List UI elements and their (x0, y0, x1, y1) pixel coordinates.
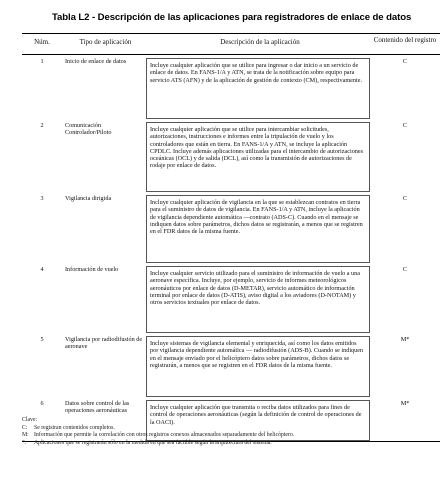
note-item (22, 440, 440, 448)
row-type: Datos sobre control de las operaciones aeronáuticas (65, 400, 130, 415)
row-num: 2 (40, 122, 44, 129)
row-content: C (402, 266, 408, 273)
table-row (22, 333, 440, 397)
row-content: C (402, 195, 408, 202)
row-num: 3 (40, 195, 44, 202)
table-title: Tabla L2 - Descripción de las aplicaciones para registradores de enlace de datos (52, 12, 412, 23)
row-type: Inicio de enlace de datos (65, 58, 127, 65)
row-content: C (402, 122, 408, 129)
note-item (22, 432, 440, 440)
row-description: Incluye sistemas de vigilancia elemental y enriquecida, así como los datos emitidos por vigilancia dependiente automática — radiodifusión (ADS-B). Cuando se indiquen en el mensaje enviado por el helicóptero datos sobre parámetros, dichos datos se registrarán, a menos que se registren en el FDR datos de la misma fuente. (146, 336, 370, 397)
note-key: *: (22, 439, 27, 446)
note-key: C: (22, 424, 28, 431)
header-description: Descripción de la aplicación (220, 38, 300, 46)
table-row (22, 192, 440, 263)
row-description: Incluye cualquier servicio utilizado para el suministro de información de vuelo a una aeronave específica. Incluye, por ejemplo, servicio de informes meteorológicos aeronáuticos por enlace de datos (D-METAR), servicio automático de información terminal por enlace de datos (D-ATIS), aviso digital a los aviadores (D-NOTAM) y otros servicios textuales por enlace de datos. (146, 266, 370, 333)
row-num: 1 (40, 58, 44, 65)
row-num: 6 (40, 400, 44, 407)
row-description: Incluye cualquier aplicación que transmita o reciba datos utilizados para fines de control de operaciones aeronáuticas (según la definición de control de operaciones de la OACI). (146, 400, 370, 441)
note-text: Aplicaciones que se registrarán sólo en la medida en que sea factible según la arquitectura del sistema. (34, 439, 272, 446)
row-content: C (402, 58, 408, 65)
header-content: Contenido del registro (373, 36, 437, 44)
key-label: Clave: (22, 417, 38, 423)
table-row (22, 263, 440, 333)
header-type: Tipo de aplicación (79, 38, 132, 46)
row-type: Información de vuelo (65, 266, 119, 273)
row-num: 5 (40, 336, 44, 343)
table-header-row (22, 34, 440, 55)
row-description: Incluye cualquier aplicación que se utilice para ingresar o dar inicio a un servicio de enlace de datos. En FANS-1/A y ATN, se trata de la notificación sobre equipo para servicio ATS (AFN) y de la aplicación de gestión de contexto (CM), respectivamente. (146, 58, 370, 119)
note-text: Información que permite la correlación con otros registros conexos almacenados separadamente del helicóptero. (34, 432, 295, 439)
row-description: Incluye cualquier aplicación de vigilancia en la que se establezcan contratos en tierra para el suministro de datos de vigilancia. En FANS-1/A y ATN, incluye la aplicación de vigilancia dependiente automática —contrato (ADS-C). Cuando en el mensaje se indiquen datos sobre parámetros, dichos datos se registrarán, a menos que se registren en el FDR datos de la misma fuente. (146, 195, 370, 263)
table-notes (22, 417, 440, 447)
row-content: M* (400, 336, 410, 343)
row-type: Vigilancia por radiodifusión de aeronave (65, 336, 143, 351)
row-type: Comunicación Controlador/Piloto (65, 122, 112, 137)
header-num: Núm. (34, 38, 50, 46)
note-key: M: (22, 432, 29, 439)
note-text: Se registran contenidos completos. (34, 424, 115, 431)
applications-table (22, 33, 440, 442)
row-content: M* (400, 400, 410, 407)
table-row (22, 55, 440, 119)
row-num: 4 (40, 266, 44, 273)
row-description: Incluye cualquier aplicación que se utilice para intercambiar solicitudes, autorizaciones, instrucciones e informes entre la tripulación de vuelo y los controladores que están en tierra. En FANS-1/A y ATN, se incluye la aplicación CPDLC. Incluye además aplicaciones utilizadas para el intercambio de autorizaciones oceánicas (OCL) y de salida (DCL), así como la transmisión de autorizaciones de rodaje por enlace de datos. (146, 122, 370, 192)
row-type: Vigilancia dirigida (65, 195, 112, 202)
table-row (22, 119, 440, 192)
